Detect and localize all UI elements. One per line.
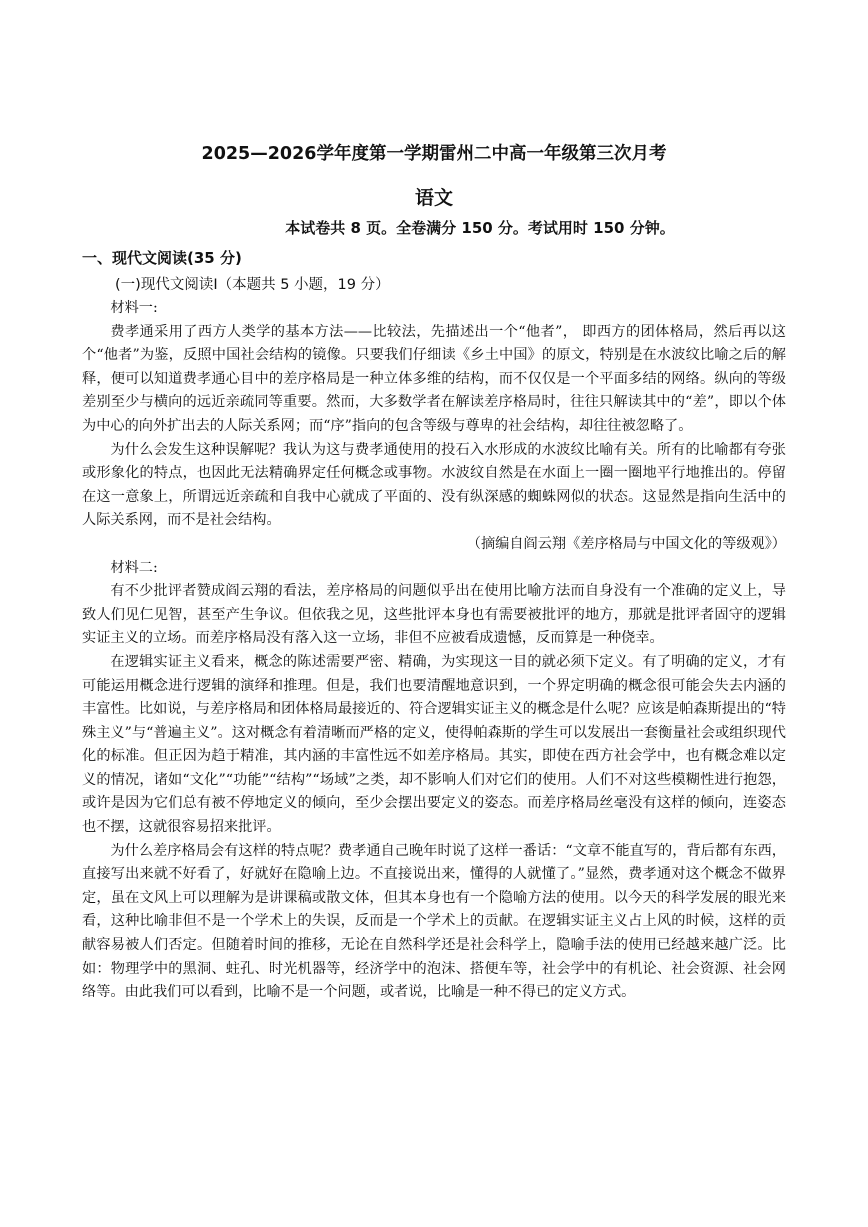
exam-title: 2025—2026学年度第一学期雷州二中高一年级第三次月考	[201, 144, 667, 164]
section-heading: 一、现代文阅读(35 分)	[82, 249, 242, 267]
paragraph: 有不少批评者赞成阎云翔的看法，差序格局的问题似乎出在使用比喻方法而自身没有一个准确的定义上，导致人们见仁见智，甚至产生争议。但依我之见，这些批评本身也有需要被批评的地方，那就是批评者固守的逻辑实证主义的立场。而差序格局没有落入这一立场，非但不应被看成遗憾，反而算是一种侥幸。	[82, 583, 786, 647]
exam-info: 本试卷共 8 页。全卷满分 150 分。考试用时 150 分钟。	[285, 219, 675, 237]
paragraph: 费孝通采用了西方人类学的基本方法——比较法，先描述出一个“他者”， 即西方的团体格局，然后再以这个“他者”为鉴，反照中国社会结构的镜像。只要我们仔细读《乡土中国》的原文，特别是在水波纹比喻之后的解释，便可以知道费孝通心目中的差序格局是一种立体多维的结构，而不仅仅是一个平面多结的网络。纵向的等级差别至少与横向的远近亲疏同等重要。然而，大多数学者在解读差序格局时，往往只解读其中的“差”，即以个体为中心的向外扩出去的人际关系网；而“序”指向的包含等级与尊卑的社会结构，却往往被忽略了。	[82, 323, 786, 434]
paragraph: 在逻辑实证主义看来，概念的陈述需要严密、精确，为实现这一目的就必须下定义。有了明确的定义，才有可能运用概念进行逻辑的演绎和推理。但是，我们也要清醒地意识到，一个界定明确的概念很可能会失去内涵的丰富性。比如说，与差序格局和团体格局最接近的、符合逻辑实证主义的概念是什么呢？应该是帕森斯提出的“特殊主义”与“普遍主义”。这对概念有着清晰而严格的定义，使得帕森斯的学生可以发展出一套衡量社会或组织现代化的标准。但正因为趋于精准，其内涵的丰富性远不如差序格局。其实，即使在西方社会学中，也有概念难以定义的情况，诸如“文化”“功能”“结构”“场域”之类，却不影响人们对它们的使用。人们不对这些模糊性进行抱怨，或许是因为它们总有被不停地定义的倾向，至少会摆出要定义的姿态。而差序格局丝毫没有这样的倾向，连姿态也不摆，这就很容易招来批评。	[82, 653, 786, 836]
reading-body	[82, 297, 786, 1005]
source-citation: （摘编自阎云翔《差序格局与中国文化的等级观》）	[466, 535, 786, 552]
subsection-heading: (一)现代文阅读Ⅰ（本题共 5 小题，19 分）	[115, 277, 390, 293]
paragraph: 为什么会发生这种误解呢？我认为这与费孝通使用的投石入水形成的水波纹比喻有关。所有的比喻都有夸张或形象化的特点，也因此无法精确界定任何概念或事物。水波纹自然是在水面上一圈一圈地平行地推出的。停留在这一意象上，所谓远近亲疏和自我中心就成了平面的、没有纵深感的蜘蛛网似的状态。这显然是指向生活中的人际关系网，而不是社会结构。	[82, 441, 786, 529]
material-label: 材料二:	[110, 559, 158, 576]
subject-title: 语文	[414, 187, 453, 209]
material-label: 材料一:	[110, 300, 158, 316]
paragraph: 为什么差序格局会有这样的特点呢？费孝通自己晚年时说了这样一番话：“文章不能直写的，背后都有东西，直接写出来就不好看了，好就好在隐喻上边。不直接说出来，懂得的人就懂了。”显然，费孝通对这个概念不做界定，虽在文风上可以理解为是讲课稿或散文体，但其本身也有一个隐喻方法的使用。以今天的科学发展的眼光来看，这种比喻非但不是一个学术上的失误，反而是一个学术上的贡献。在逻辑实证主义占上风的时候，这样的贡献容易被人们否定。但随着时间的推移，无论在自然科学还是社会科学上，隐喻手法的使用已经越来越广泛。比如：物理学中的黑洞、蛀孔、时光机器等，经济学中的泡沫、搭便车等，社会学中的有机论、社会资源、社会网络等。由此我们可以看到，比喻不是一个问题，或者说，比喻是一种不得已的定义方式。	[82, 842, 786, 1001]
